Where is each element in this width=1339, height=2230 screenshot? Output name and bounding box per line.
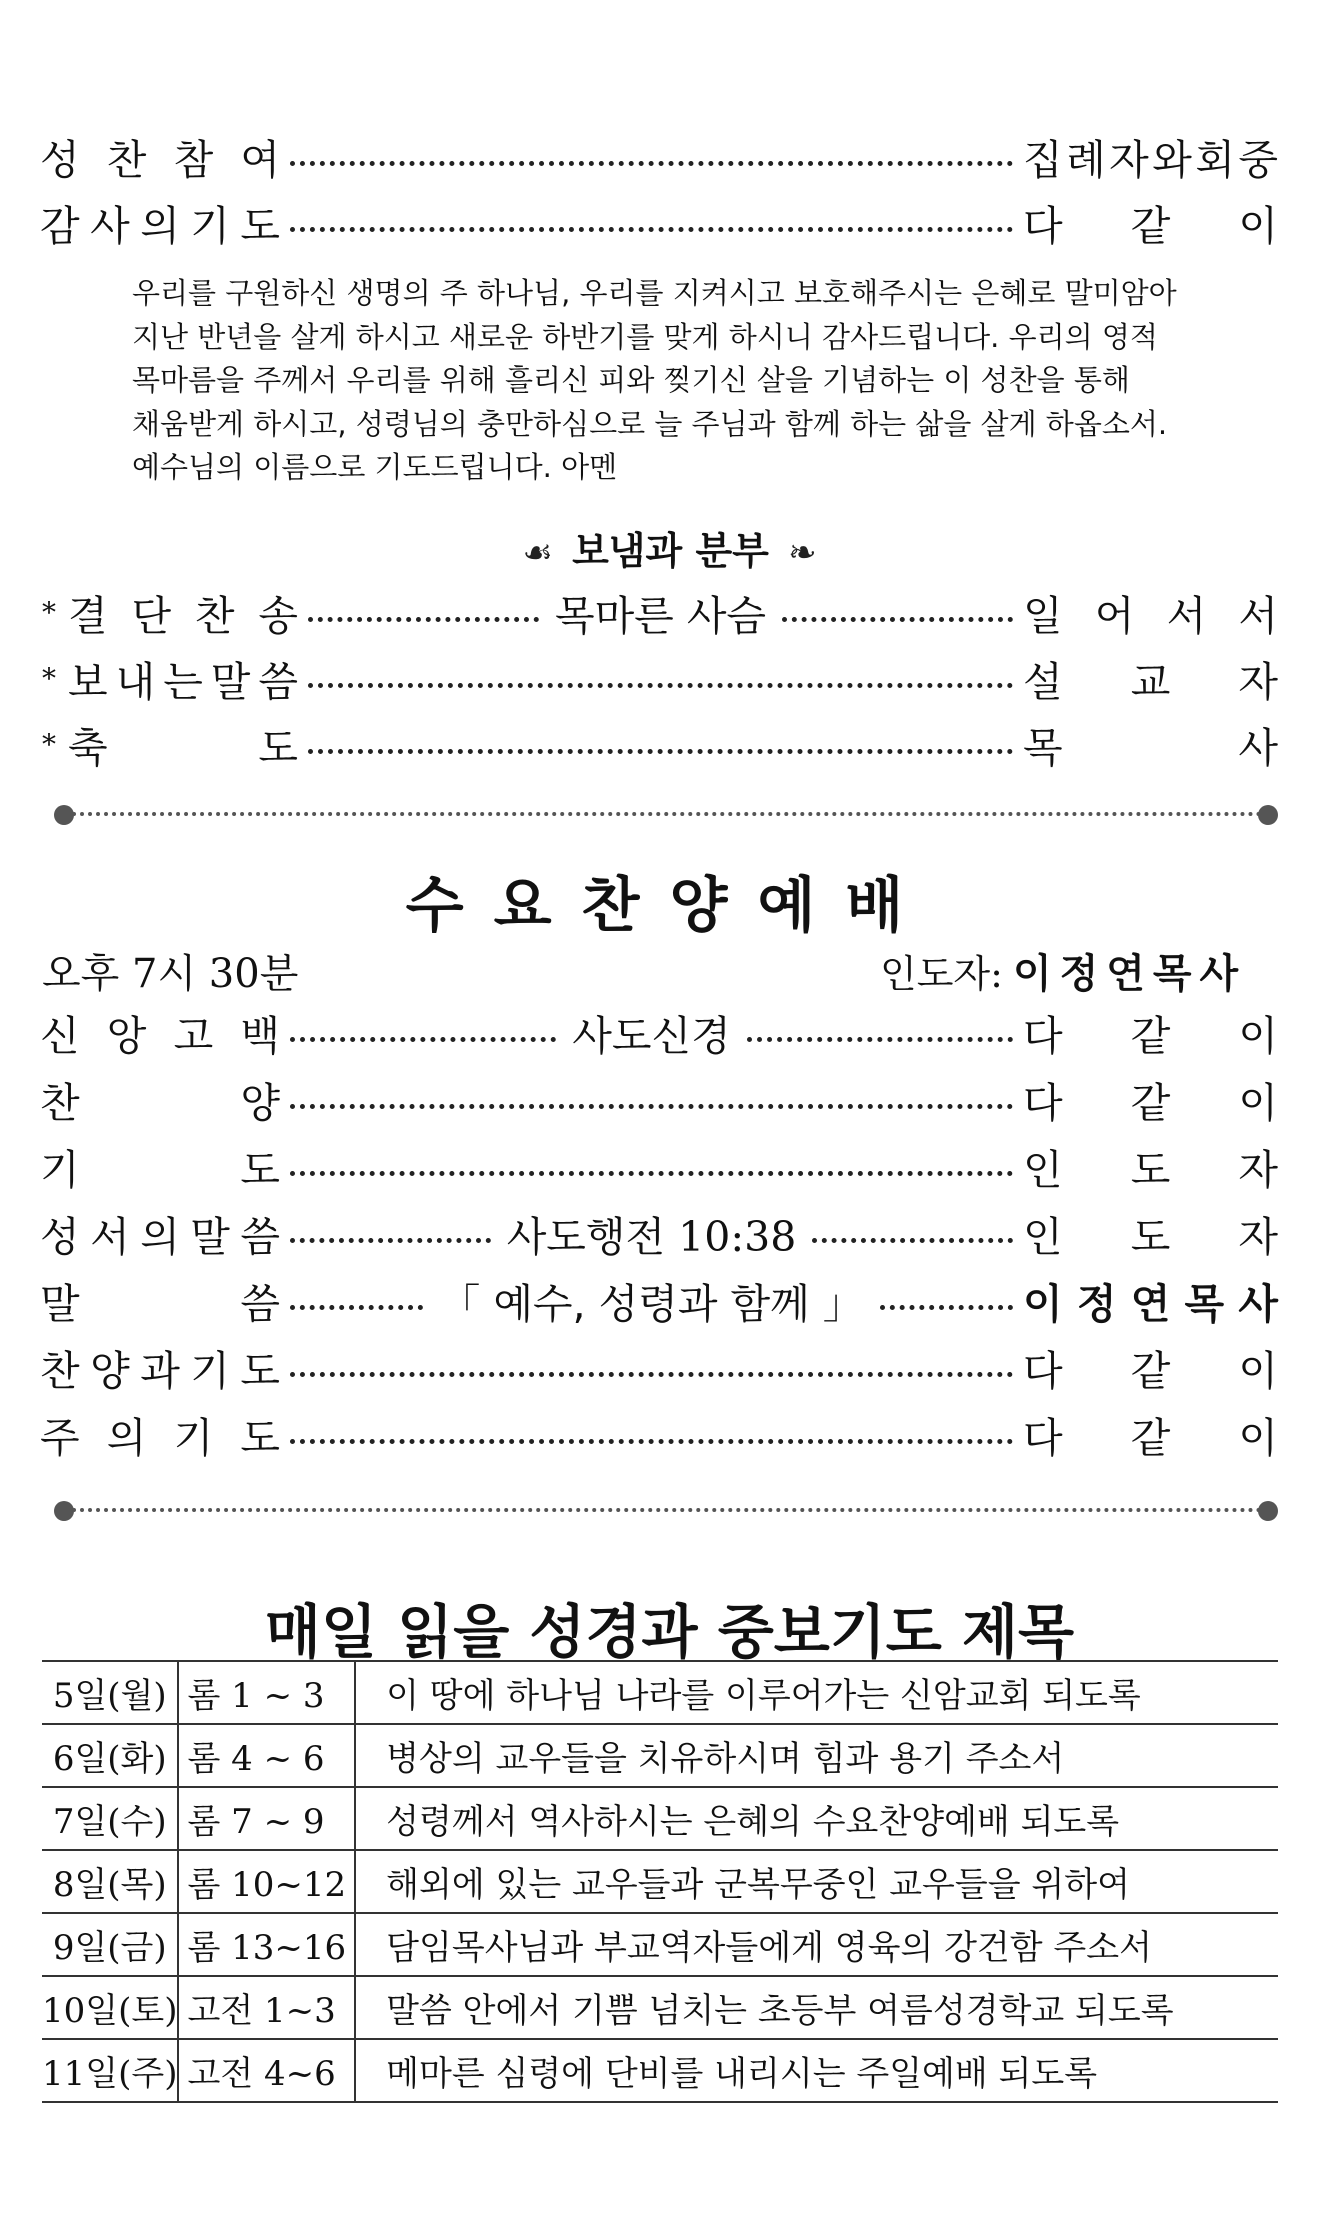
dotted-leader xyxy=(812,1238,1013,1243)
dotted-leader xyxy=(880,1305,1013,1310)
row-label: 기 도 xyxy=(40,1145,280,1194)
table-row xyxy=(42,1976,1278,2039)
row-responsible: 인 도 자 xyxy=(1023,1212,1278,1261)
standing-mark: * xyxy=(42,728,56,761)
row-responsible: 다 같 이 xyxy=(1023,1078,1278,1127)
row-label: 신 앙 고 백 xyxy=(40,1011,280,1060)
row-responsible: 다 같 이 xyxy=(1023,1413,1278,1462)
day-cell: 9일(금) xyxy=(42,1913,178,1976)
row-label: 축 도 xyxy=(68,723,298,772)
prayer-line: 우리를 구원하신 생명의 주 하나님, 우리를 지켜시고 보호해주시는 은혜로 말미암아 xyxy=(132,276,1177,310)
divider-end-dot xyxy=(1258,805,1278,825)
service-row-scripture xyxy=(40,1209,1278,1265)
service-row-sermon xyxy=(40,1276,1278,1332)
row-label: 찬 양 과 기 도 xyxy=(40,1346,280,1395)
prayer-line: 채움받게 하시고, 성령님의 충만하심으로 늘 주님과 함께 하는 삶을 살게 하옵소서. xyxy=(132,406,1168,441)
row-responsible: 인 도 자 xyxy=(1023,1145,1278,1194)
passage-cell: 롬 7 ~ 9 xyxy=(178,1787,355,1850)
dotted-leader xyxy=(290,1372,1013,1377)
day-cell: 11일(주) xyxy=(42,2039,178,2102)
passage-cell: 롬 10~12 xyxy=(178,1850,355,1913)
floral-ornament-icon: ❧ xyxy=(788,533,817,573)
prayer-topic-cell: 말씀 안에서 기쁨 넘치는 초등부 여름성경학교 되도록 xyxy=(355,1976,1278,2039)
row-detail: 목마른 사슴 xyxy=(554,591,767,640)
thanksgiving-prayer-text xyxy=(132,272,1192,490)
prayer-topic-cell: 메마른 심령에 단비를 내리시는 주일예배 되도록 xyxy=(355,2039,1278,2102)
standing-mark: * xyxy=(42,662,56,695)
prayer-line: 목마름을 주께서 우리를 위해 흘리신 피와 찢기신 살을 기념하는 이 성찬을 통해 xyxy=(132,363,1130,397)
table-row xyxy=(42,1787,1278,1850)
row-detail: 사도신경 xyxy=(572,1011,731,1060)
wednesday-service-title: 수요찬양예배 xyxy=(405,871,934,941)
service-row-praise xyxy=(40,1075,1278,1131)
row-label: 성 찬 참 여 xyxy=(40,135,280,184)
prayer-topic-cell: 성령께서 역사하시는 은혜의 수요찬양예배 되도록 xyxy=(355,1787,1278,1850)
dotted-leader xyxy=(290,1305,423,1310)
row-responsible: 다 같 이 xyxy=(1023,1346,1278,1395)
table-row xyxy=(42,2039,1278,2102)
row-responsible: 일 어 서 서 xyxy=(1023,591,1278,640)
service-row-communion xyxy=(40,132,1278,188)
row-responsible: 다 같 이 xyxy=(1023,201,1278,250)
dotted-leader xyxy=(747,1037,1013,1042)
service-row-praise-prayer xyxy=(40,1343,1278,1399)
passage-cell: 롬 4 ~ 6 xyxy=(178,1724,355,1787)
service-time: 오후 7시 30분 xyxy=(42,951,299,997)
passage-cell: 고전 4~6 xyxy=(178,2039,355,2102)
service-row-hymn-of-commitment xyxy=(68,588,1278,644)
divider-end-dot xyxy=(54,1501,74,1521)
service-row-creed xyxy=(40,1008,1278,1064)
sending-heading-text: 보냄과 분부 xyxy=(572,529,769,573)
section-divider xyxy=(56,812,1270,816)
prayer-topic-cell: 해외에 있는 교우들과 군복무중인 교우들을 위하여 xyxy=(355,1850,1278,1913)
divider-end-dot xyxy=(54,805,74,825)
prayer-topic-cell: 담임목사님과 부교역자들에게 영육의 강건함 주소서 xyxy=(355,1913,1278,1976)
passage-cell: 고전 1~3 xyxy=(178,1976,355,2039)
prayer-topic-cell: 이 땅에 하나님 나라를 이루어가는 신암교회 되도록 xyxy=(355,1661,1278,1724)
day-cell: 10일(토) xyxy=(42,1976,178,2039)
table-row xyxy=(42,1850,1278,1913)
day-cell: 7일(수) xyxy=(42,1787,178,1850)
service-row-lords-prayer xyxy=(40,1410,1278,1466)
row-responsible: 이 정 연 목 사 xyxy=(1023,1279,1278,1328)
sending-heading xyxy=(0,520,1339,575)
dotted-leader xyxy=(308,749,1013,754)
table-row xyxy=(42,1661,1278,1724)
row-label: 찬 양 xyxy=(40,1078,280,1127)
standing-mark: * xyxy=(42,596,56,629)
dotted-leader xyxy=(782,617,1013,622)
dotted-leader xyxy=(308,683,1013,688)
prayer-line: 예수님의 이름으로 기도드립니다. 아멘 xyxy=(132,450,618,484)
row-label: 주 의 기 도 xyxy=(40,1413,280,1462)
row-detail: 사도행전 10:38 xyxy=(506,1212,797,1261)
row-responsible: 집 례 자 와 회 중 xyxy=(1023,135,1278,184)
dotted-leader xyxy=(290,1104,1013,1109)
service-row-prayer xyxy=(40,1142,1278,1198)
day-cell: 6일(화) xyxy=(42,1724,178,1787)
leader-label: 인도자: xyxy=(880,952,1003,996)
dotted-leader xyxy=(290,1238,491,1243)
table-row xyxy=(42,1724,1278,1787)
floral-ornament-icon: ☙ xyxy=(522,533,553,573)
row-responsible: 다 같 이 xyxy=(1023,1011,1278,1060)
dotted-leader xyxy=(308,617,539,622)
day-cell: 8일(목) xyxy=(42,1850,178,1913)
table-row xyxy=(42,1913,1278,1976)
prayer-topic-cell: 병상의 교우들을 치유하시며 힘과 용기 주소서 xyxy=(355,1724,1278,1787)
dotted-leader xyxy=(290,1439,1013,1444)
passage-cell: 롬 1 ~ 3 xyxy=(178,1661,355,1724)
row-responsible: 목 사 xyxy=(1023,723,1278,772)
daily-reading-title: 매일 읽을 성경과 중보기도 제목 xyxy=(264,1598,1075,1666)
leader-name: 이정연목사 xyxy=(1012,951,1247,997)
service-row-benediction xyxy=(68,720,1278,776)
passage-cell: 롬 13~16 xyxy=(178,1913,355,1976)
daily-reading-table xyxy=(42,1660,1278,2103)
row-label: 성 서 의 말 씀 xyxy=(40,1212,280,1261)
service-row-thanks-prayer xyxy=(40,198,1278,254)
prayer-line: 지난 반년을 살게 하시고 새로운 하반기를 맞게 하시니 감사드립니다. 우리의 영적 xyxy=(132,319,1158,354)
service-row-sending-word xyxy=(68,654,1278,710)
dotted-leader xyxy=(290,1037,556,1042)
row-label: 보 내 는 말 씀 xyxy=(68,657,298,706)
sermon-title: 「 예수, 성령과 함께 」 xyxy=(439,1279,864,1328)
section-divider xyxy=(56,1508,1270,1512)
dotted-leader xyxy=(290,227,1013,232)
dotted-leader xyxy=(290,1171,1013,1176)
divider-end-dot xyxy=(1258,1501,1278,1521)
row-responsible: 설 교 자 xyxy=(1023,657,1278,706)
row-label: 감 사 의 기 도 xyxy=(40,201,280,250)
row-label: 말 씀 xyxy=(40,1279,280,1328)
service-leader xyxy=(880,942,1246,999)
day-cell: 5일(월) xyxy=(42,1661,178,1724)
row-label: 결 단 찬 송 xyxy=(68,591,298,640)
dotted-leader xyxy=(290,161,1013,166)
